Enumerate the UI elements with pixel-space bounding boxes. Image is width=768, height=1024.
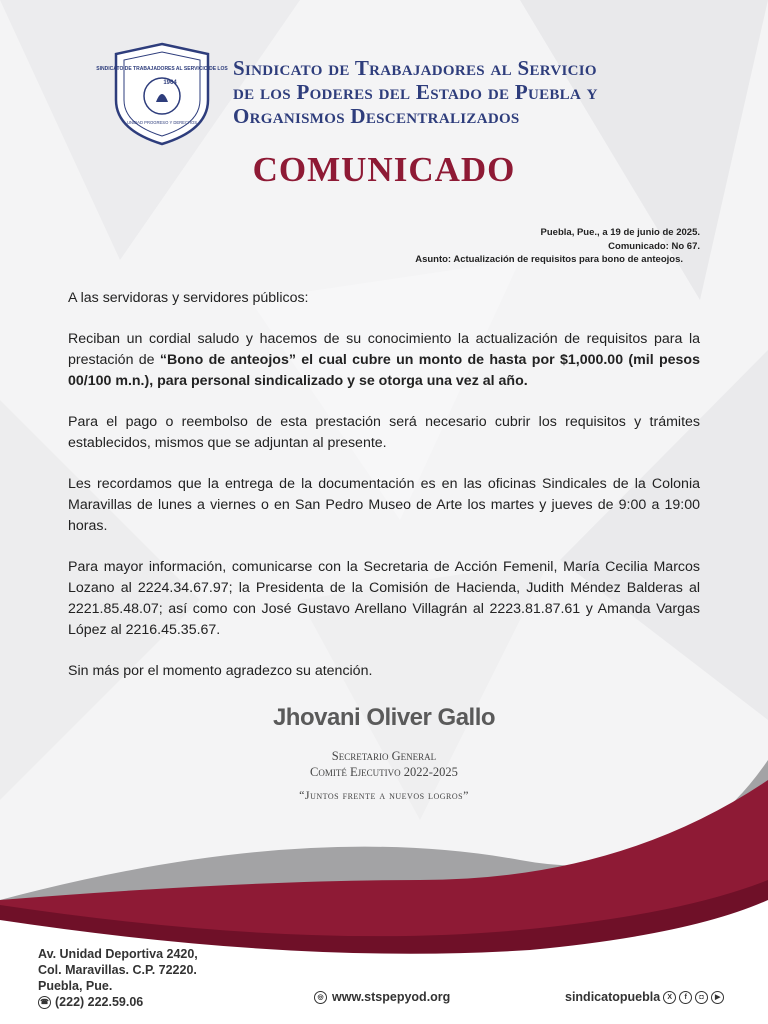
paragraph-4: Para mayor información, comunicarse con la Secretaria de Acción Femenil, María Cecilia Marcos Lozano al 2224.34.67.97; la Presidenta de la Comisión de Hacienda, Judith Méndez Balderas al 2221.85.48.07; así como con José Gustavo Arellano Villagrán al 2223.81.87.61 y Amanda Vargas López al 2216.45.35.67. <box>68 559 700 638</box>
subject: Asunto: Actualización de requisitos para bono de anteojos. <box>415 254 683 265</box>
address-line-3: Puebla, Pue. <box>38 979 113 993</box>
document-title: COMUNICADO <box>252 150 516 189</box>
address-line-2: Col. Maravillas. C.P. 72220. <box>38 963 197 977</box>
logo-year: 1964 <box>163 80 177 86</box>
instagram-icon[interactable]: ◘ <box>695 991 708 1004</box>
globe-icon: ◎ <box>314 991 327 1004</box>
logo-motto: UNIDAD PROGRESO Y DERECHOS <box>126 120 198 125</box>
address-line-1: Av. Unidad Deportiva 2420, <box>38 947 198 961</box>
org-line-2: de los Poderes del Estado de Puebla y <box>233 80 598 104</box>
paragraph-1-text: Reciban un cordial saludo y hacemos de su conocimiento la actualización de requisitos para la prestación de <box>68 331 700 368</box>
paragraph-3: Les recordamos que la entrega de la documentación es en las oficinas Sindicales de la Colonia Maravillas de lunes a viernes o en San Pedro Museo de Arte los martes y jueves de 9:00 a 19:00 horas. <box>68 476 700 534</box>
greeting: A las servidoras y servidores públicos: <box>68 290 309 306</box>
youtube-icon[interactable]: ▶ <box>711 991 724 1004</box>
social-handle: sindicatopuebla <box>565 990 661 1004</box>
closing: Sin más por el momento agradezco su atención. <box>68 663 373 679</box>
communique-number: Comunicado: No 67. <box>608 240 700 252</box>
footer-address <box>38 946 198 1010</box>
phone-number: (222) 222.59.06 <box>55 995 144 1009</box>
org-line-3: Organismos Descentralizados <box>233 104 520 128</box>
place-date: Puebla, Pue., a 19 de junio de 2025. <box>540 227 700 238</box>
slogan: “Juntos frente a nuevos logros” <box>299 788 469 802</box>
signatory-role: Secretario General <box>331 749 437 763</box>
footer-social <box>565 990 724 1004</box>
paragraph-2: Para el pago o reembolso de esta prestación será necesario cubrir los requisitos y trámites establecidos, mismos que se adjuntan al presente. <box>68 414 700 451</box>
footer-phone <box>38 994 198 1010</box>
logo-text: SINDICATO DE TRABAJADORES AL SERVICIO DE LOS <box>96 66 228 72</box>
phone-icon: ☎ <box>38 996 51 1009</box>
org-line-1: Sindicato de Trabajadores al Servicio <box>233 56 597 80</box>
paragraph-1-bold: “Bono de anteojos” el cual cubre un monto de hasta por $1,000.00 (mil pesos 00/100 m.n.), para personal sindicalizado y se otorga una vez al año. <box>68 352 700 389</box>
facebook-icon[interactable]: f <box>679 991 692 1004</box>
footer-website[interactable] <box>314 990 450 1004</box>
committee: Comité Ejecutivo 2022-2025 <box>310 765 458 779</box>
website-url[interactable]: www.stspepyod.org <box>332 990 451 1004</box>
signatory-name: Jhovani Oliver Gallo <box>272 704 496 731</box>
x-icon[interactable]: X <box>663 991 676 1004</box>
